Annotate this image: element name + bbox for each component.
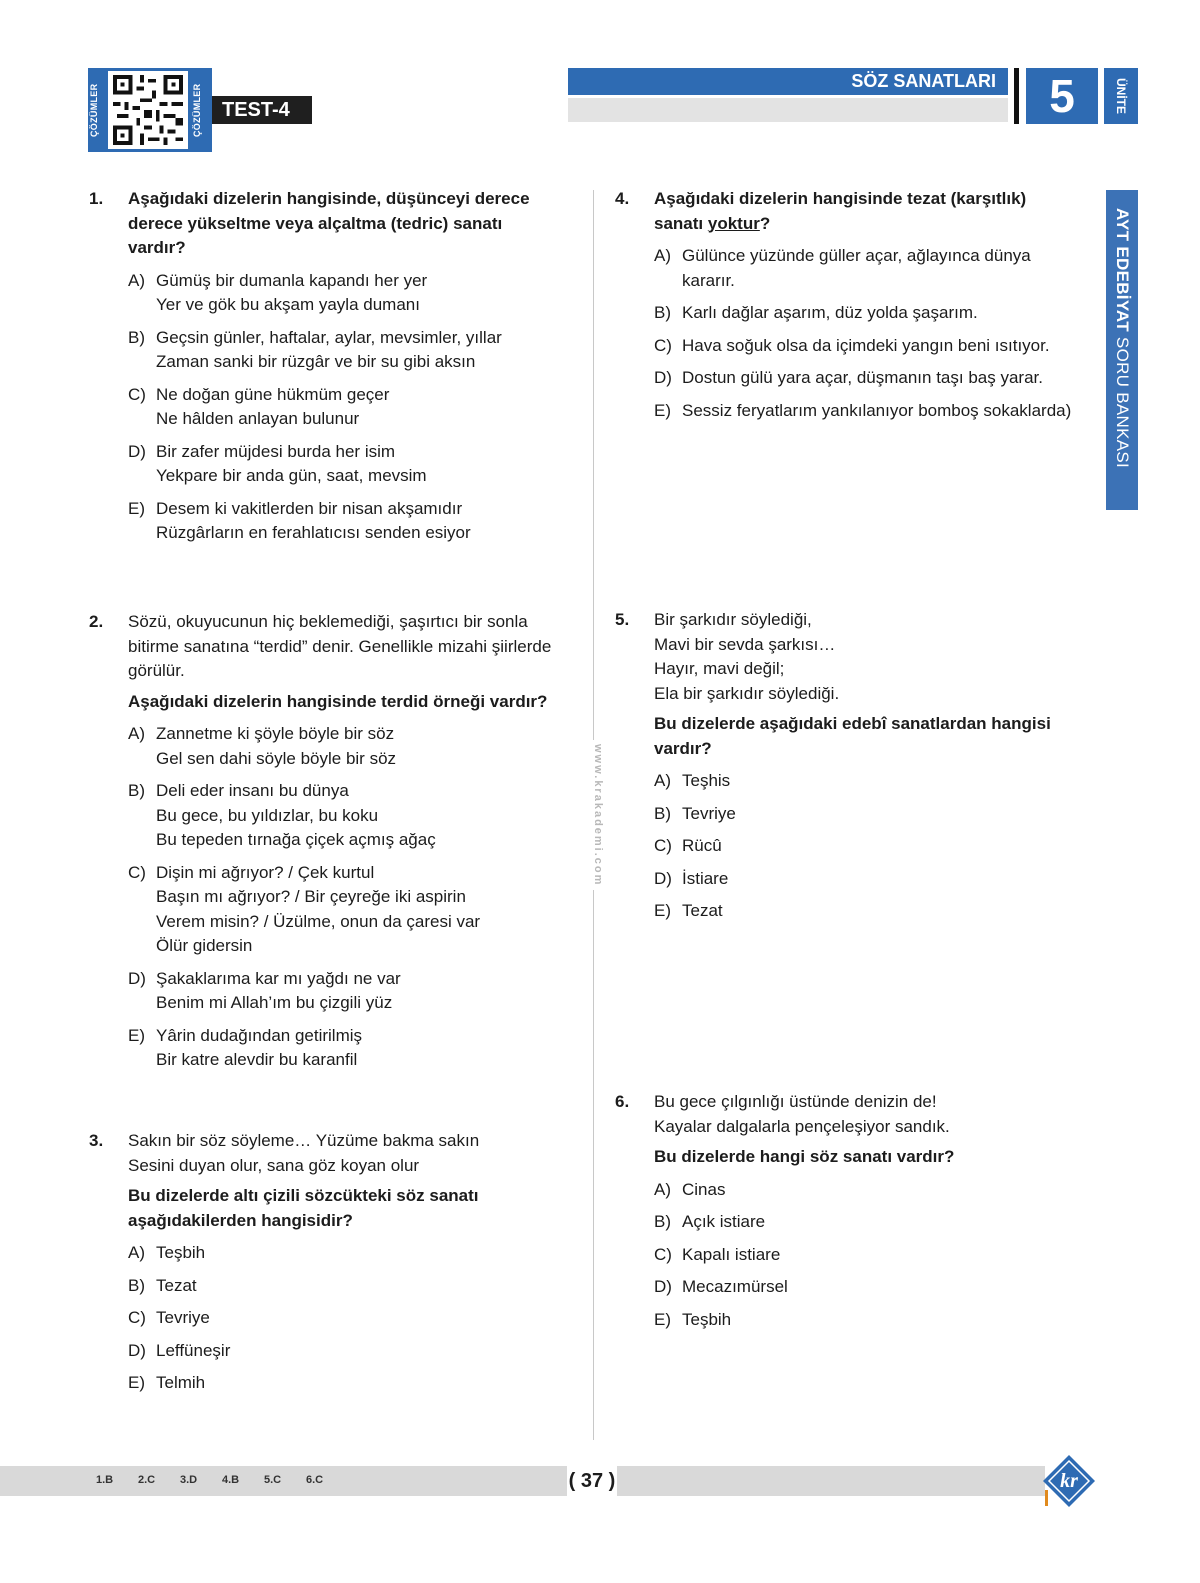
qr-label-left: ÇÖZÜMLER [89,83,99,137]
option-c[interactable]: C) Dişin mi ağrıyor? / Çek kurtul Başın mı ağrıyor? / Bir çeyreğe iki aspirin Verem misin? / Üzülme, onun da çaresi var Ölür gidersin [128,862,481,955]
question-4 [615,187,1100,423]
option-c[interactable]: C) Rücû [654,836,722,855]
answer-key [96,1474,348,1486]
question-text: Bir şarkıdır söylediği, Mavi bir sevda şarkısı… Hayır, mavi değil; Ela bir şarkıdır söylediği. [654,610,840,703]
question-text: Sözü, okuyucunun hiç beklemediği, şaşırtıcı bir sonla bitirme sanatına “terdid” denir. Genellikle mizahi şiirlerde görülür. [128,612,552,680]
question-6 [615,1090,1100,1332]
option-d[interactable]: D) Bir zafer müjdesi burda her isim Yekpare bir anda gün, saat, mevsim [128,441,427,485]
question-text: Sakın bir söz söyleme… Yüzüme bakma sakın Sesini duyan olur, sana göz koyan olur [128,1131,480,1175]
option-c[interactable]: C) Tevriye [128,1308,210,1327]
question-stem: Aşağıdaki dizelerin hangisinde, düşünceyi derece derece yükseltme veya alçaltma (tedric) sanatı vardır? [128,189,530,257]
answer-item: 5.C [264,1474,282,1486]
option-b[interactable]: B) Karlı dağlar aşarım, düz yolda şaşarım. [654,303,978,322]
book-title-tab [1106,190,1138,510]
publisher-logo-icon [1040,1452,1098,1510]
book-title-rest: SORU BANKASI [1113,331,1132,469]
option-a[interactable]: A) Gümüş bir dumanla kapandı her yer Yer ve gök bu akşam yayla dumanı [128,270,428,314]
answer-item: 2.C [138,1474,156,1486]
underlined-keyword: yoktur [707,213,760,233]
question-number: 6. [615,1092,630,1111]
option-a[interactable]: A) Teşbih [128,1243,206,1262]
question-number: 3. [89,1131,104,1150]
option-b[interactable]: B) Tevriye [654,803,736,823]
svg-text:kr: kr [1060,1470,1078,1492]
option-e[interactable]: E) Tezat [654,901,723,920]
option-e[interactable]: E) Telmih [128,1373,206,1392]
question-number: 2. [89,612,104,631]
question-stem: Aşağıdaki dizelerin hangisinde tezat (karşıtlık) sanatı yoktur? [654,189,1027,233]
option-e[interactable]: E) Sessiz feryatlarım yankılanıyor bomboş sokaklarda) [654,400,1072,420]
question-text: Bu gece çılgınlığı üstünde denizin de! Kayalar dalgalarla pençeleşiyor sandık. [654,1092,950,1136]
qr-code-block[interactable] [88,68,212,152]
option-a[interactable]: A) Teşhis [654,771,731,790]
answer-item: 6.C [306,1474,324,1486]
question-number: 1. [89,189,104,208]
question-number: 5. [615,610,630,629]
unit-label: ÜNİTE [1104,68,1138,124]
option-e[interactable]: E) Desem ki vakitlerden bir nisan akşamıdır Rüzgârların en ferahlatıcısı senden esiyor [128,498,471,542]
answer-item: 3.D [180,1474,198,1486]
unit-number: 5 [1026,68,1098,124]
option-c[interactable]: C) Ne doğan güne hükmüm geçer Ne hâlden anlayan bulunur [128,384,390,428]
page-number: ( 37 ) [567,1466,617,1496]
question-3 [89,1129,579,1396]
question-number: 4. [615,189,630,208]
option-c[interactable]: C) Hava soğuk olsa da içimdeki yangın beni ısıtıyor. [654,335,1050,355]
qr-code-icon[interactable] [108,71,188,149]
topic-title: SÖZ SANATLARI [568,68,1008,95]
question-stem: Aşağıdaki dizelerin hangisinde terdid örneği vardır? [128,691,548,711]
book-title-bold: AYT EDEBİYAT [1113,208,1132,332]
option-d[interactable]: D) İstiare [654,868,729,888]
option-b[interactable]: B) Açık istiare [654,1212,766,1231]
test-label: TEST-4 [212,96,312,124]
question-stem: Bu dizelerde hangi söz sanatı vardır? [654,1147,955,1166]
question-1 [89,187,579,546]
option-c[interactable]: C) Kapalı istiare [654,1244,781,1264]
question-2 [89,610,584,1073]
qr-label-right: ÇÖZÜMLER [192,83,202,137]
option-a[interactable]: A) Gülünce yüzünde güller açar, ağlayınca dünya kararır. [654,246,1031,290]
topic-underbar [568,98,1008,122]
option-b[interactable]: B) Tezat [128,1275,197,1295]
website-watermark: www.krakademi.com [584,740,604,890]
option-a[interactable]: A) Zannetme ki şöyle böyle bir söz Gel sen dahi söyle böyle bir söz [128,724,397,768]
question-5 [615,608,1100,924]
answer-item: 4.B [222,1474,240,1486]
option-e[interactable]: E) Teşbih [654,1309,732,1329]
option-e[interactable]: E) Yârin dudağından getirilmiş Bir katre alevdir bu karanfil [128,1025,363,1069]
question-stem: Bu dizelerde aşağıdaki edebî sanatlardan hangisi vardır? [654,714,1051,758]
option-a[interactable]: A) Cinas [654,1179,726,1199]
option-d[interactable]: D) Leffüneşir [128,1340,231,1360]
answer-item: 1.B [96,1474,114,1486]
option-d[interactable]: D) Şakaklarıma kar mı yağdı ne var Benim mi Allah’ım bu çizgili yüz [128,968,401,1012]
question-stem: Bu dizelerde altı çizili sözcükteki söz sanatı aşağıdakilerden hangisidir? [128,1186,479,1230]
option-b[interactable]: B) Deli eder insanı bu dünya Bu gece, bu yıldızlar, bu koku Bu tepeden tırnağa çiçek açmış ağaç [128,781,436,849]
option-d[interactable]: D) Dostun gülü yara açar, düşmanın taşı baş yarar. [654,368,1043,387]
option-b[interactable]: B) Geçsin günler, haftalar, aylar, mevsimler, yıllar Zaman sanki bir rüzgâr ve bir su gibi aksın [128,327,502,371]
header-divider [1014,68,1019,124]
option-d[interactable]: D) Mecazımürsel [654,1277,788,1296]
